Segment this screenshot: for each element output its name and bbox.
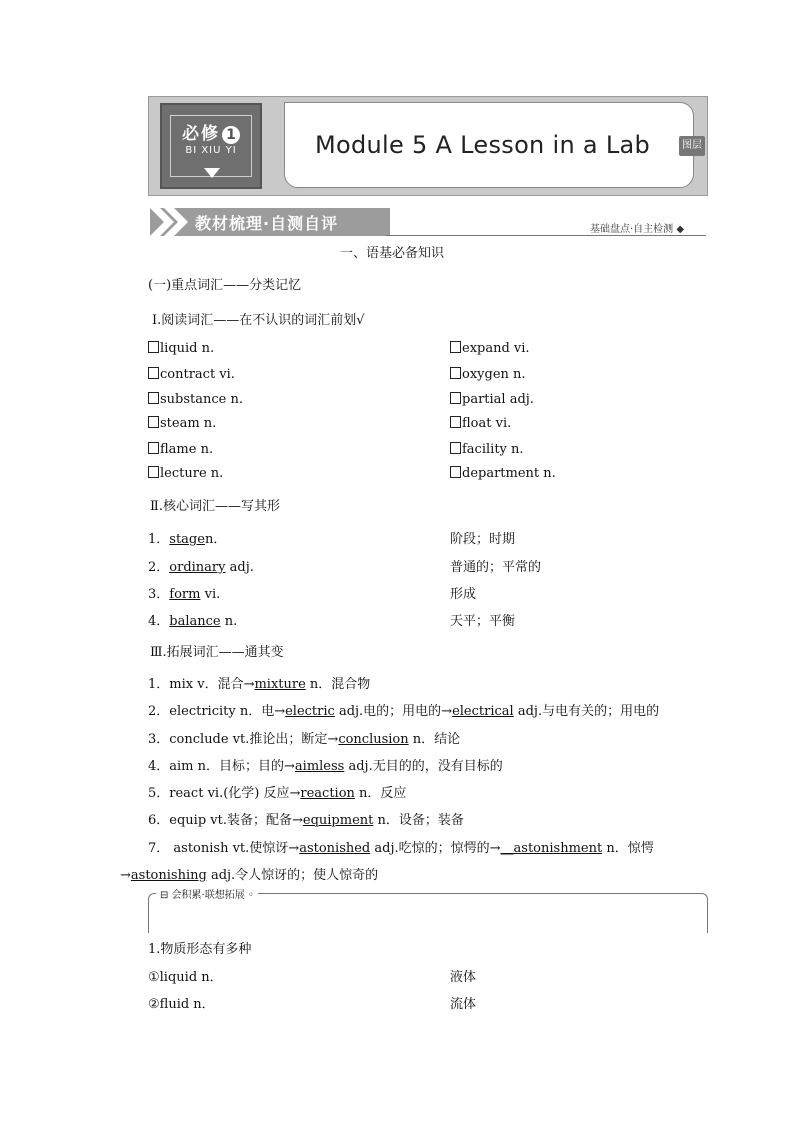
vocab-item[interactable]: substance n. [148, 392, 243, 407]
checkbox-icon[interactable] [148, 442, 159, 454]
answer-word: balance [169, 614, 221, 629]
answer-word: ordinary [169, 560, 226, 575]
vocab-item[interactable]: lecture n. [148, 466, 223, 481]
vocab-item[interactable]: department n. [450, 466, 556, 481]
extended-title: Ⅲ.拓展词汇——通其变 [150, 645, 284, 660]
checkbox-icon[interactable] [148, 392, 159, 404]
vocab-item[interactable]: float vi. [450, 416, 511, 431]
badge-number: 1 [222, 126, 240, 144]
checkbox-icon[interactable] [450, 416, 461, 428]
core-title: Ⅱ.核心词汇——写其形 [150, 499, 280, 514]
core-item: 1．stagen． [148, 532, 227, 547]
section-subtitle: 基础盘点·自主检测 ◆ [590, 224, 685, 235]
extended-line: 7． astonish vt.使惊讶→astonished adj.吃惊的；惊愕的→__astonishment n．惊愕 [148, 841, 654, 856]
section-title: 教材梳理·自测自评 [195, 214, 339, 233]
core-item: 4．balance n. [148, 614, 238, 629]
core-item: 2．ordinary adj. [148, 560, 254, 575]
extended-line: 1．mix v．混合→mixture n．混合物 [148, 677, 371, 692]
answer-word: stage [169, 532, 205, 547]
expand-meaning: 液体 [450, 970, 477, 985]
vocab-item[interactable]: partial adj. [450, 392, 534, 407]
layer-icon: 图层 [679, 136, 705, 156]
title-box [284, 102, 694, 188]
badge-text: 必修 [182, 124, 220, 144]
expand-label: ⊟ 会积累·联想拓展 ◦ [156, 886, 258, 901]
checkbox-icon[interactable] [148, 367, 159, 379]
section-divider [386, 235, 706, 236]
checkbox-icon[interactable] [450, 392, 461, 404]
extended-line: 2．electricity n．电→electric adj.电的；用电的→electrical adj.与电有关的；用电的 [148, 704, 660, 719]
core-meaning: 阶段；时期 [450, 532, 516, 547]
vocab-item[interactable]: oxygen n. [450, 367, 526, 382]
part-title: (一)重点词汇——分类记忆 [148, 278, 302, 293]
checkbox-icon[interactable] [450, 367, 461, 379]
expand-subtitle: 1.物质形态有多种 [148, 942, 252, 957]
core-meaning: 形成 [450, 587, 477, 602]
core-meaning: 普通的；平常的 [450, 560, 542, 575]
down-arrow-icon [204, 168, 220, 178]
checkbox-icon[interactable] [450, 341, 461, 353]
checkbox-icon[interactable] [148, 416, 159, 428]
vocab-item[interactable]: facility n. [450, 442, 524, 457]
answer-word: form [169, 587, 201, 602]
vocab-item[interactable]: steam n. [148, 416, 216, 431]
module-badge [160, 103, 262, 189]
badge-pinyin: BI XIU YI [185, 145, 237, 156]
expand-item: ①liquid n． [148, 970, 223, 985]
core-item: 3．form vi. [148, 587, 221, 602]
page-title: Module 5 A Lesson in a Lab [315, 131, 651, 159]
extended-line: →astonishing adj.令人惊讶的；使人惊奇的 [120, 868, 379, 883]
core-meaning: 天平；平衡 [450, 614, 516, 629]
extended-line: 4．aim n．目标；目的→aimless adj.无目的的，没有目标的 [148, 759, 503, 774]
extended-line: 5．react vi.(化学) 反应→reaction n．反应 [148, 786, 407, 801]
badge-label [162, 119, 260, 144]
vocab-item[interactable]: expand vi. [450, 341, 530, 356]
extended-line: 3．conclude vt.推论出；断定→conclusion n．结论 [148, 732, 461, 747]
checkbox-icon[interactable] [450, 442, 461, 454]
vocab-item[interactable]: liquid n. [148, 341, 214, 356]
vocab-item[interactable]: contract vi. [148, 367, 235, 382]
expand-item: ②fluid n． [148, 997, 215, 1012]
checkbox-icon[interactable] [148, 341, 159, 353]
vocab-item[interactable]: flame n. [148, 442, 213, 457]
extended-line: 6．equip vt.装备；配备→equipment n．设备；装备 [148, 813, 464, 828]
chevron-icon [150, 208, 194, 236]
expand-meaning: 流体 [450, 997, 477, 1012]
checkbox-icon[interactable] [450, 466, 461, 478]
section-heading: 一、语基必备知识 [340, 246, 445, 261]
reading-title: Ⅰ.阅读词汇——在不认识的词汇前划√ [152, 313, 365, 328]
checkbox-icon[interactable] [148, 466, 159, 478]
